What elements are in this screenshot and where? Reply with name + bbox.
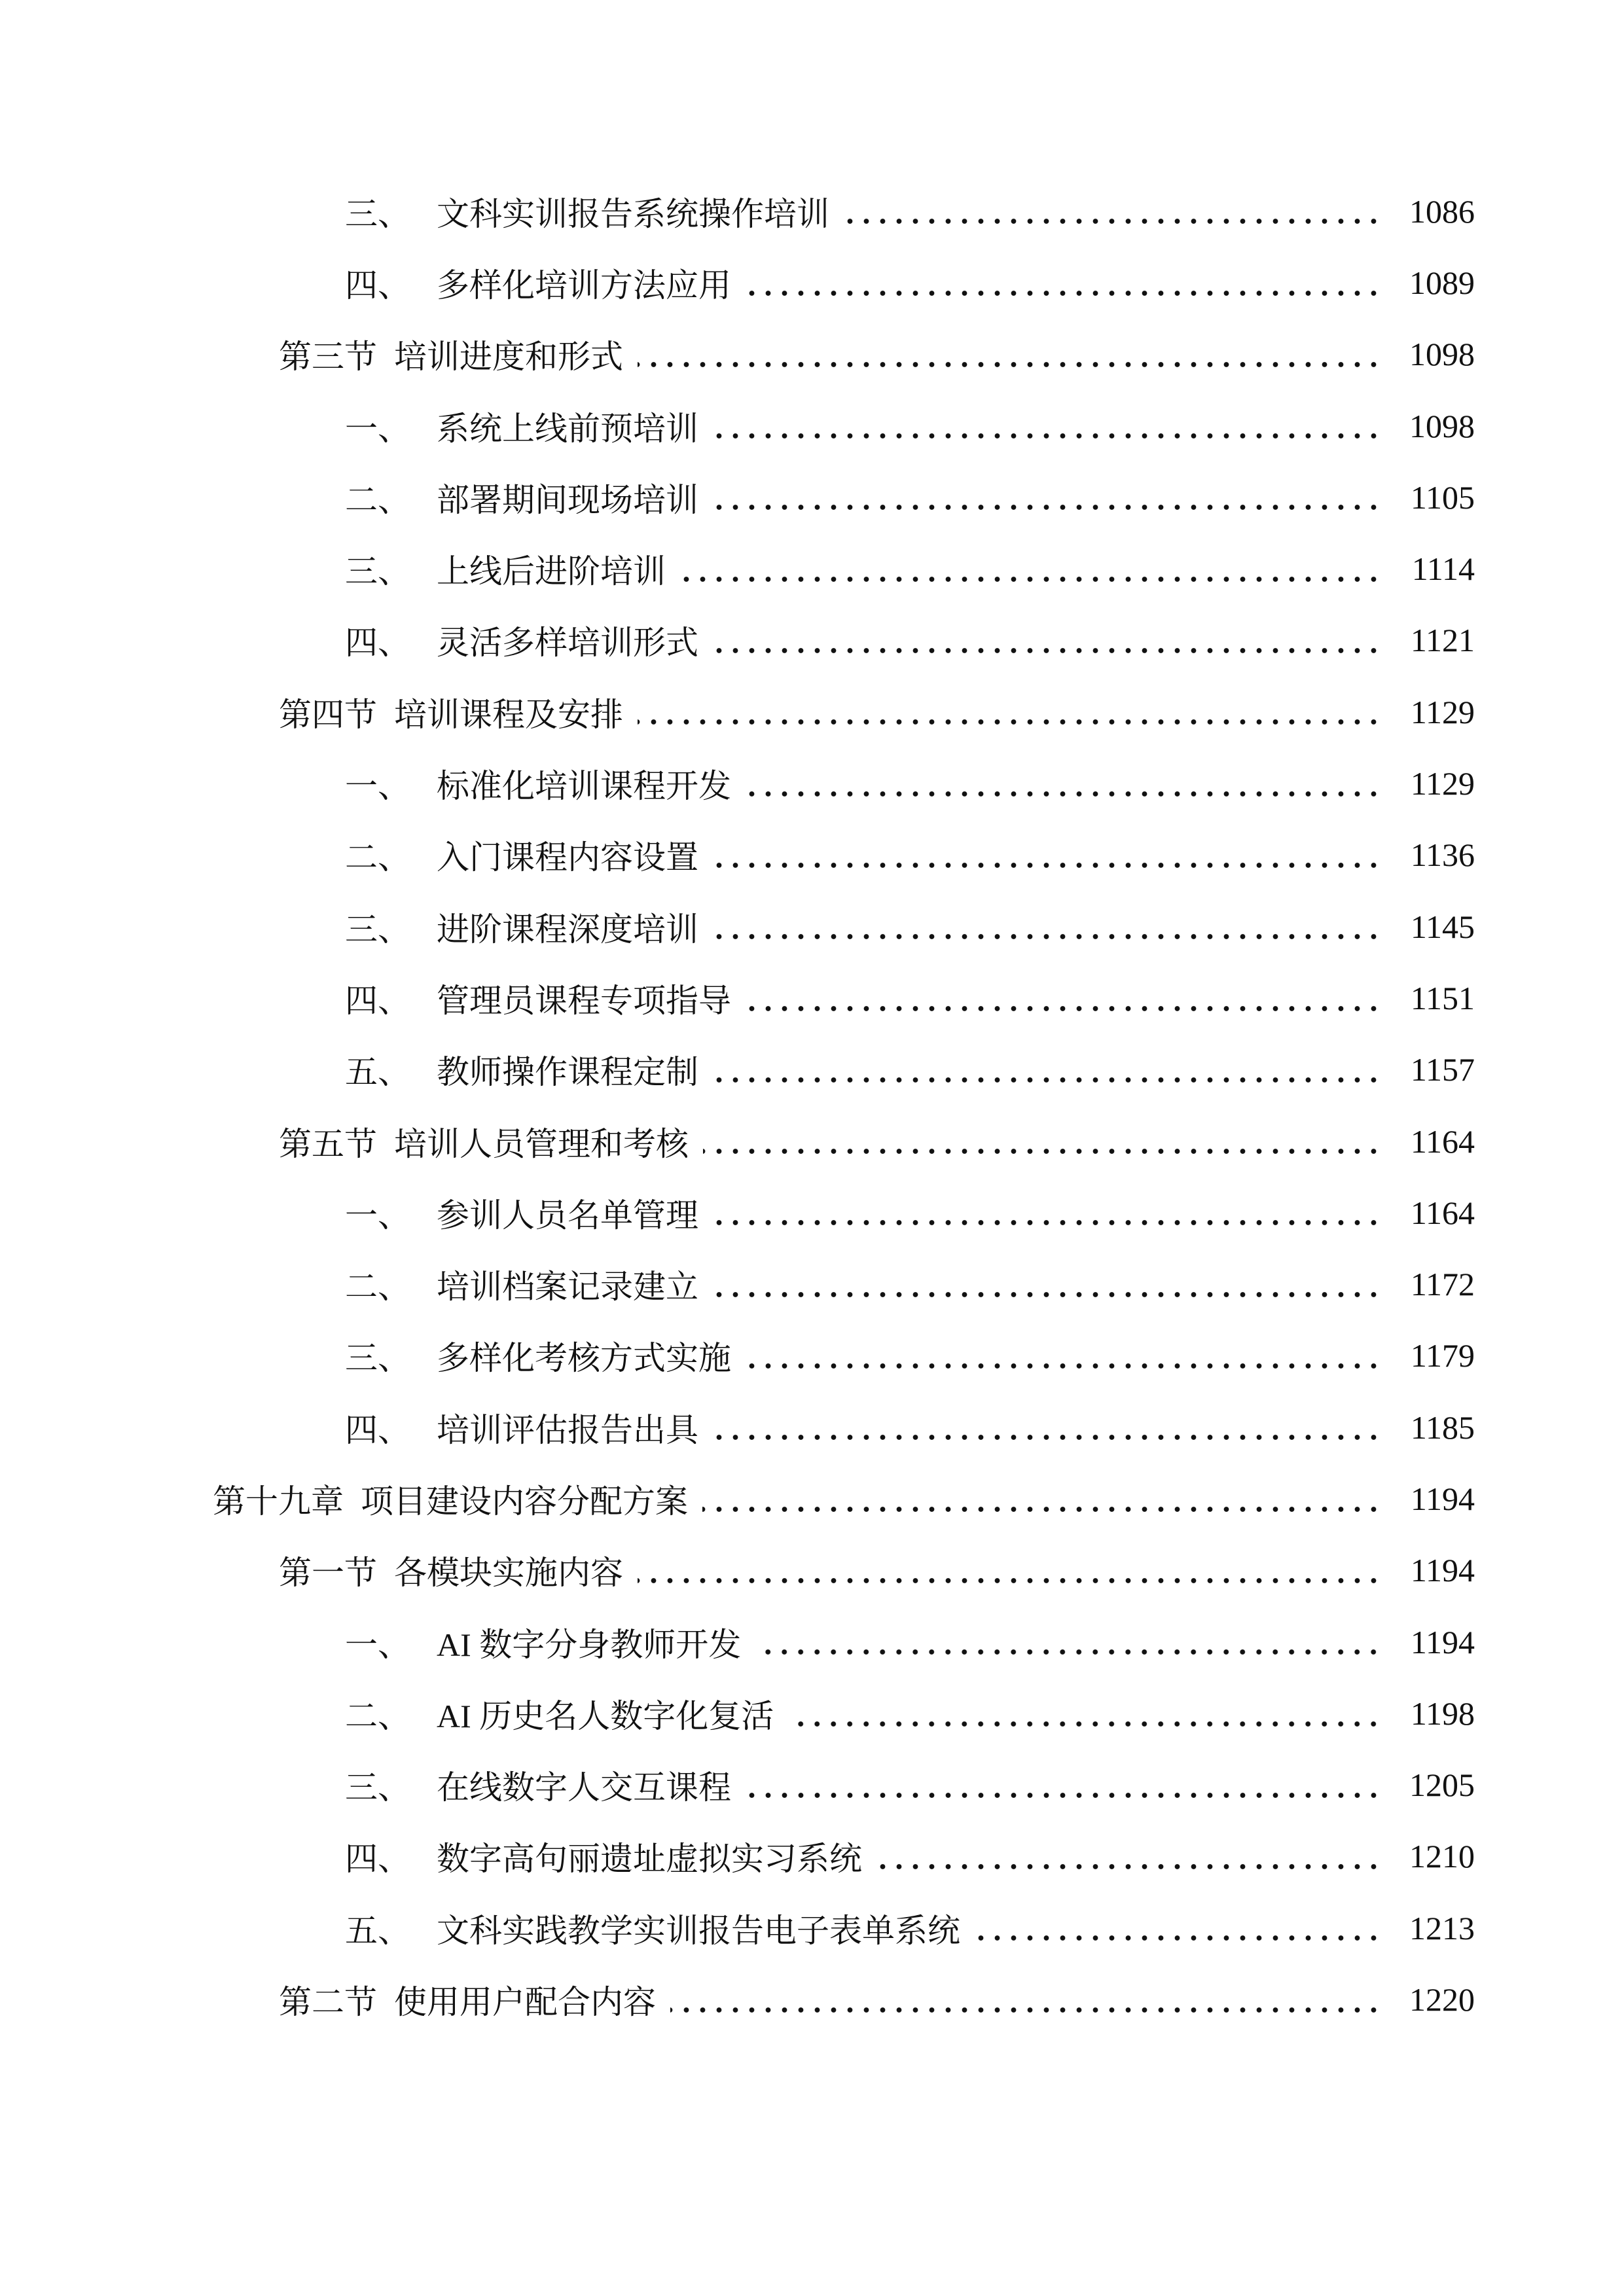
- toc-entry[interactable]: [0, 1964, 1624, 2035]
- toc-entry[interactable]: [0, 819, 1624, 891]
- toc-entry-page: 1089: [1409, 264, 1475, 301]
- dot-leader: [746, 1005, 1382, 1013]
- toc-entry-page: 1157: [1410, 1051, 1475, 1088]
- dot-leader: [703, 1147, 1382, 1155]
- dot-leader: [746, 1362, 1382, 1370]
- dot-leader: [713, 861, 1382, 869]
- toc-entry-title: 培训评估报告出具: [437, 1411, 698, 1448]
- toc-entry[interactable]: [0, 1749, 1624, 1821]
- toc-entry[interactable]: [0, 247, 1624, 318]
- toc-entry-page: 1194: [1410, 1552, 1475, 1589]
- toc-entry-page: 1194: [1410, 1480, 1475, 1517]
- toc-entry-title: 使用用户配合内容: [394, 1984, 656, 2021]
- toc-entry-page: 1129: [1410, 765, 1475, 802]
- toc-entry-number: 第十九章: [213, 1482, 344, 1520]
- toc-entry-title: 多样化考核方式实施: [437, 1340, 731, 1377]
- toc-entry-page: 1213: [1409, 1909, 1475, 1946]
- toc-entry-number: 第二节: [279, 1984, 377, 2021]
- dot-leader: [638, 718, 1382, 726]
- toc-entry-page: 1121: [1410, 622, 1475, 659]
- toc-entry-title: 文科实训报告系统操作培训: [437, 195, 829, 232]
- toc-entry-number: 二、: [345, 481, 410, 518]
- toc-entry-title: 培训档案记录建立: [437, 1268, 698, 1306]
- dot-leader: [755, 1648, 1382, 1656]
- toc-entry-number: 第三节: [279, 338, 377, 376]
- toc-entry-page: 1210: [1409, 1838, 1475, 1875]
- dot-leader: [713, 1076, 1382, 1084]
- toc-entry-title: 教师操作课程定制: [437, 1054, 698, 1091]
- toc-entry-title: 文科实践教学实训报告电子表单系统: [437, 1912, 960, 1949]
- toc-entry[interactable]: [0, 1677, 1624, 1749]
- toc-entry-title: 系统上线前预培训: [437, 410, 698, 447]
- toc-entry-title: 在线数字人交互课程: [437, 1769, 731, 1806]
- toc-entry-page: 1198: [1410, 1695, 1475, 1732]
- toc-entry[interactable]: [0, 1248, 1624, 1319]
- dot-leader: [975, 1934, 1382, 1942]
- toc-entry-number: 一、: [345, 1196, 410, 1234]
- toc-entry-number: 三、: [345, 1340, 410, 1377]
- toc-entry[interactable]: [0, 175, 1624, 247]
- dot-leader: [876, 1863, 1382, 1871]
- dot-leader: [746, 1791, 1382, 1799]
- toc-entry-title: 灵活多样培训形式: [437, 624, 698, 662]
- dot-leader: [702, 1505, 1382, 1513]
- dot-leader: [746, 289, 1382, 297]
- toc-entry-number: 三、: [345, 1769, 410, 1806]
- toc-entry[interactable]: [0, 319, 1624, 390]
- toc-entry-number: 第一节: [279, 1554, 377, 1592]
- dot-leader: [746, 790, 1382, 798]
- toc-entry-number: 一、: [345, 1626, 410, 1663]
- toc-entry-title: 多样化培训方法应用: [437, 266, 731, 304]
- toc-entry-page: 1194: [1410, 1623, 1475, 1660]
- toc-entry-page: 1098: [1409, 407, 1475, 444]
- toc-entry-number: 二、: [345, 1697, 410, 1734]
- toc-entry[interactable]: [0, 1463, 1624, 1534]
- dot-leader: [680, 575, 1382, 583]
- toc-entry[interactable]: [0, 605, 1624, 676]
- toc-entry-page: 1164: [1410, 1122, 1475, 1160]
- toc-entry-page: 1098: [1409, 336, 1475, 373]
- toc-entry-number: 第五节: [279, 1125, 377, 1162]
- toc-entry-page: 1220: [1409, 1981, 1475, 2018]
- toc-entry-title: 数字高句丽遗址虚拟实习系统: [437, 1840, 862, 1878]
- toc-entry-title: 参训人员名单管理: [437, 1196, 698, 1234]
- toc-entry-title: 培训进度和形式: [394, 338, 623, 376]
- toc-entry[interactable]: [0, 747, 1624, 819]
- dot-leader: [844, 217, 1382, 225]
- toc-entry-number: 四、: [345, 1840, 410, 1878]
- toc-entry-page: 1105: [1410, 478, 1475, 516]
- dot-leader: [713, 432, 1382, 440]
- toc-entry-number: 三、: [345, 195, 410, 232]
- dot-leader: [713, 1291, 1382, 1299]
- toc-entry-title: 进阶课程深度培训: [437, 910, 698, 948]
- toc-entry-title: 上线后进阶培训: [437, 553, 666, 590]
- toc-entry[interactable]: [0, 1606, 1624, 1677]
- dot-leader: [638, 361, 1382, 368]
- toc-entry[interactable]: [0, 891, 1624, 962]
- toc-entry-title: 入门课程内容设置: [437, 839, 698, 876]
- toc-entry-number: 二、: [345, 839, 410, 876]
- dot-leader: [638, 1577, 1382, 1585]
- toc-entry-page: 1205: [1409, 1767, 1475, 1804]
- toc-entry[interactable]: [0, 676, 1624, 747]
- toc-entry[interactable]: [0, 1105, 1624, 1177]
- toc-entry-number: 四、: [345, 1411, 410, 1448]
- toc-entry-number: 三、: [345, 910, 410, 948]
- toc-entry-number: 三、: [345, 553, 410, 590]
- toc-entry[interactable]: [0, 461, 1624, 533]
- dot-leader: [713, 1433, 1382, 1441]
- dot-leader: [788, 1720, 1382, 1728]
- toc-entry[interactable]: [0, 1391, 1624, 1463]
- toc-entry[interactable]: [0, 1320, 1624, 1391]
- toc-entry-page: 1086: [1409, 192, 1475, 230]
- toc-entry-title: 培训课程及安排: [394, 696, 623, 733]
- toc-entry-page: 1129: [1410, 693, 1475, 730]
- toc-entry-page: 1172: [1410, 1266, 1475, 1303]
- toc-entry-number: 第四节: [279, 696, 377, 733]
- dot-leader: [713, 503, 1382, 511]
- toc-entry-page: 1179: [1410, 1337, 1475, 1374]
- toc-entry-title: 培训人员管理和考核: [394, 1125, 689, 1162]
- toc-entry-title: 标准化培训课程开发: [437, 768, 731, 805]
- toc-entry-title: 各模块实施内容: [394, 1554, 623, 1592]
- toc-entry-number: 四、: [345, 624, 410, 662]
- toc-entry-title: 部署期间现场培训: [437, 481, 698, 518]
- toc-entry[interactable]: [0, 533, 1624, 604]
- toc-entry-title: AI 历史名人数字化复活: [437, 1697, 774, 1734]
- toc-entry-title: 项目建设内容分配方案: [361, 1482, 688, 1520]
- dot-leader: [713, 933, 1382, 941]
- toc-entry-number: 四、: [345, 982, 410, 1019]
- toc-entry-title: 管理员课程专项指导: [437, 982, 731, 1019]
- dot-leader: [670, 2006, 1382, 2014]
- toc-entry-number: 二、: [345, 1268, 410, 1306]
- toc-entry-number: 一、: [345, 410, 410, 447]
- toc-entry-page: 1164: [1410, 1194, 1475, 1231]
- toc-entry[interactable]: [0, 1034, 1624, 1105]
- toc-entry-number: 五、: [345, 1054, 410, 1091]
- toc-entry-page: 1185: [1410, 1408, 1475, 1446]
- toc-entry[interactable]: [0, 1177, 1624, 1248]
- dot-leader: [713, 1219, 1382, 1227]
- toc-entry-page: 1114: [1411, 550, 1475, 588]
- toc-entry-number: 四、: [345, 266, 410, 304]
- toc-entry[interactable]: [0, 1892, 1624, 1964]
- toc-entry-page: 1151: [1410, 979, 1475, 1016]
- toc-entry[interactable]: [0, 1821, 1624, 1892]
- toc-entry[interactable]: [0, 1535, 1624, 1606]
- toc-entry-page: 1145: [1410, 908, 1475, 945]
- toc-entry-title: AI 数字分身教师开发: [437, 1626, 742, 1663]
- toc-entry[interactable]: [0, 962, 1624, 1033]
- toc-entry-number: 五、: [345, 1912, 410, 1949]
- toc-entry-number: 一、: [345, 768, 410, 805]
- toc-entry-page: 1136: [1410, 836, 1475, 874]
- toc-entry[interactable]: [0, 390, 1624, 461]
- dot-leader: [713, 647, 1382, 655]
